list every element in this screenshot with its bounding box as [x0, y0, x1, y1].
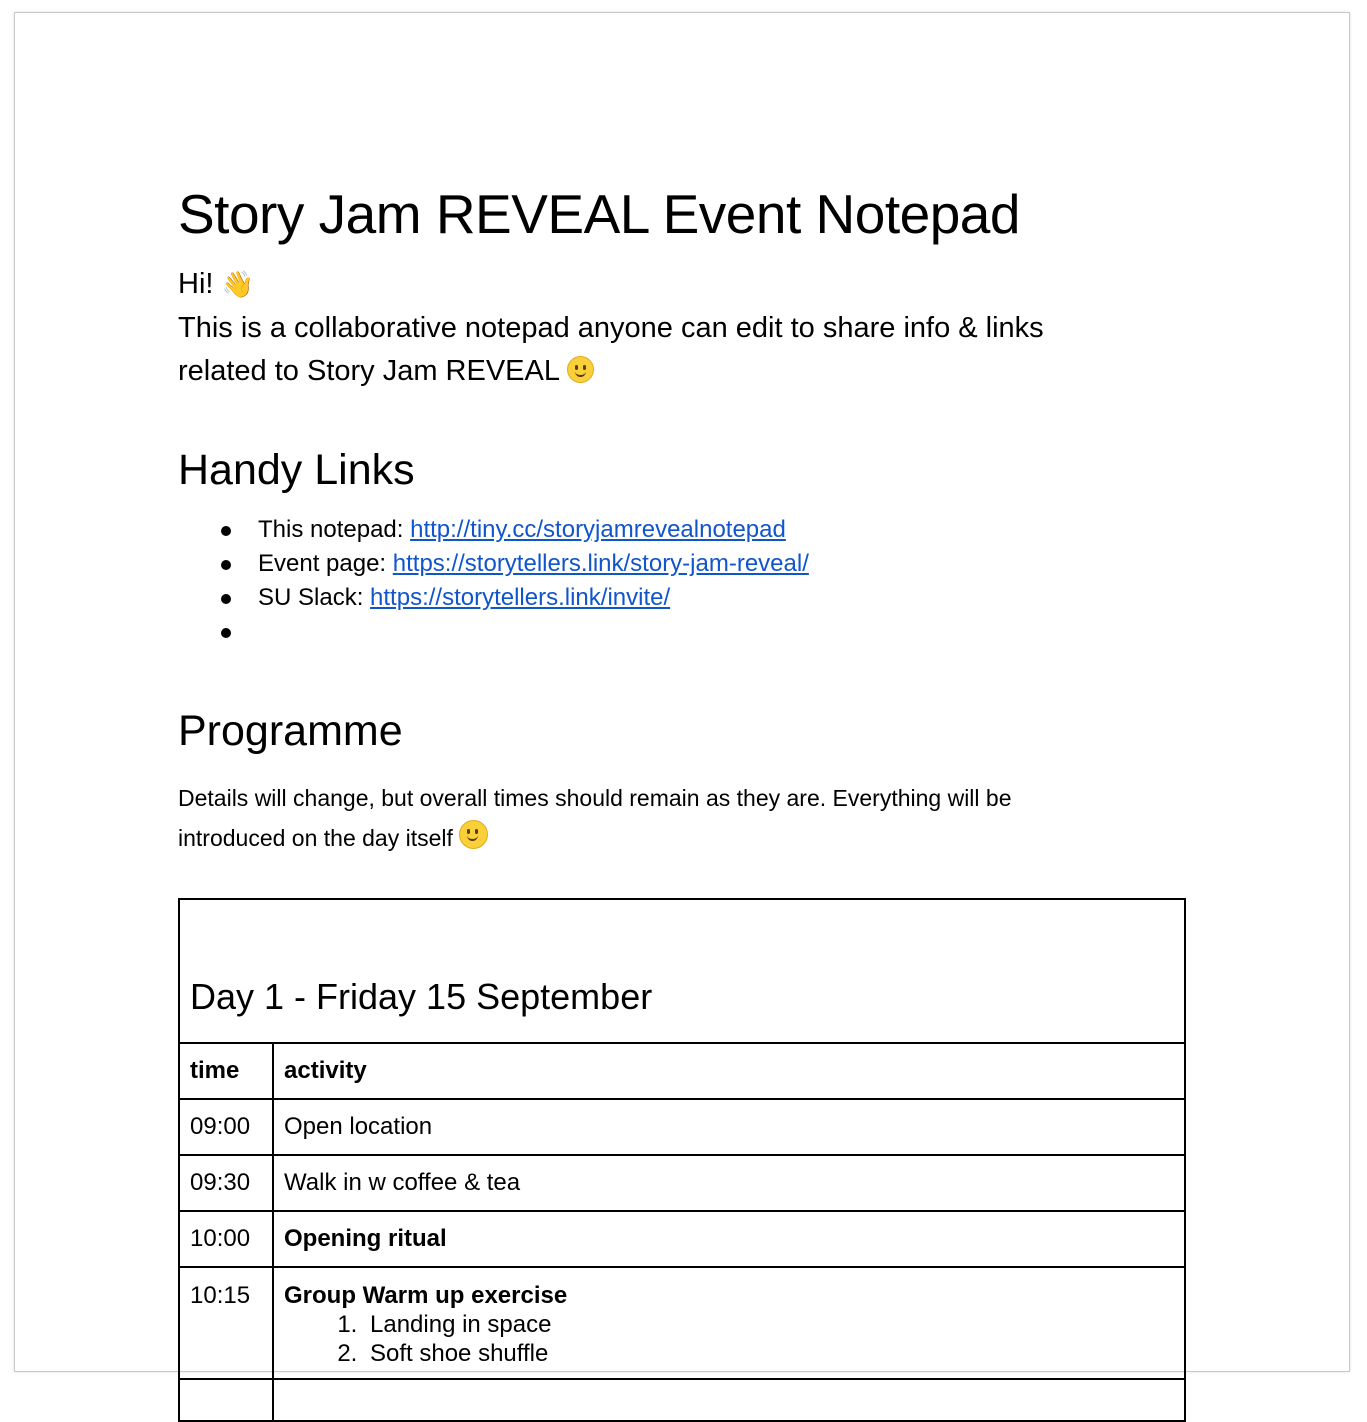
greeting-line — [178, 263, 1188, 307]
notepad-link[interactable]: http://tiny.cc/storyjamrevealnotepad — [410, 516, 786, 543]
list-item — [178, 513, 1188, 547]
time-cell: 10:00 — [179, 1211, 273, 1267]
time-cell: 10:15 — [179, 1267, 273, 1379]
intro-line-2: related to Story Jam REVEAL — [178, 355, 559, 387]
activity-cell: Walk in w coffee & tea — [273, 1155, 1185, 1211]
bullet-icon — [221, 594, 231, 604]
waving-hand-icon: 👋 — [221, 270, 254, 300]
table-row — [179, 1155, 1185, 1211]
document-content — [178, 183, 1188, 1422]
activity-subitems — [284, 1310, 1174, 1368]
bullet-icon — [221, 526, 231, 536]
programme-description-line-2-wrap — [178, 818, 1188, 858]
intro-line-2-wrap — [178, 350, 1188, 393]
column-header-time: time — [179, 1043, 273, 1099]
activity-cell: Open location — [273, 1099, 1185, 1155]
programme-description-line-1: Details will change, but overall times should remain as they are. Everything will be — [178, 785, 1012, 811]
table-row — [179, 1267, 1185, 1379]
bullet-icon — [221, 560, 231, 570]
list-item: 2. Soft shoe shuffle — [364, 1339, 1174, 1368]
document-page — [14, 12, 1350, 1372]
intro-line-1: This is a collaborative notepad anyone can edit to share info & links — [178, 312, 1044, 344]
list-item — [178, 581, 1188, 615]
link-label: This notepad: — [258, 516, 411, 543]
day-1-schedule-table — [178, 898, 1186, 1422]
smiley-icon — [567, 356, 594, 383]
link-label: Event page: — [258, 550, 393, 577]
bullet-icon — [221, 628, 231, 638]
activity-cell: Opening ritual — [273, 1211, 1185, 1267]
activity-title: Group Warm up exercise — [284, 1282, 568, 1309]
time-cell — [179, 1379, 273, 1421]
page-title: Story Jam REVEAL Event Notepad — [178, 183, 1020, 245]
time-cell: 09:30 — [179, 1155, 273, 1211]
greeting: Hi! — [178, 268, 214, 300]
day-1-title: Day 1 - Friday 15 September — [179, 899, 1185, 1043]
column-header-activity: activity — [273, 1043, 1185, 1099]
event-page-link[interactable]: https://storytellers.link/story-jam-reveal/ — [392, 550, 809, 577]
activity-cell — [273, 1379, 1185, 1421]
handy-links-heading: Handy Links — [178, 446, 415, 494]
programme-description-line-2: introduced on the day itself — [178, 825, 453, 851]
table-row — [179, 1099, 1185, 1155]
table-header-row — [179, 899, 1185, 1043]
list-item — [178, 547, 1188, 581]
programme-heading: Programme — [178, 707, 403, 755]
activity-cell — [273, 1267, 1185, 1379]
table-row — [179, 1211, 1185, 1267]
list-item-empty[interactable] — [178, 615, 1188, 649]
programme-description — [178, 778, 1188, 858]
handy-links-list — [178, 513, 1188, 649]
link-label: SU Slack: — [258, 584, 371, 611]
smiley-icon — [459, 820, 488, 849]
table-row — [179, 1379, 1185, 1421]
slack-link[interactable]: https://storytellers.link/invite/ — [370, 584, 671, 611]
list-item: 1. Landing in space — [364, 1310, 1174, 1339]
intro — [178, 263, 1188, 393]
time-cell: 09:00 — [179, 1099, 273, 1155]
table-row — [179, 1043, 1185, 1099]
